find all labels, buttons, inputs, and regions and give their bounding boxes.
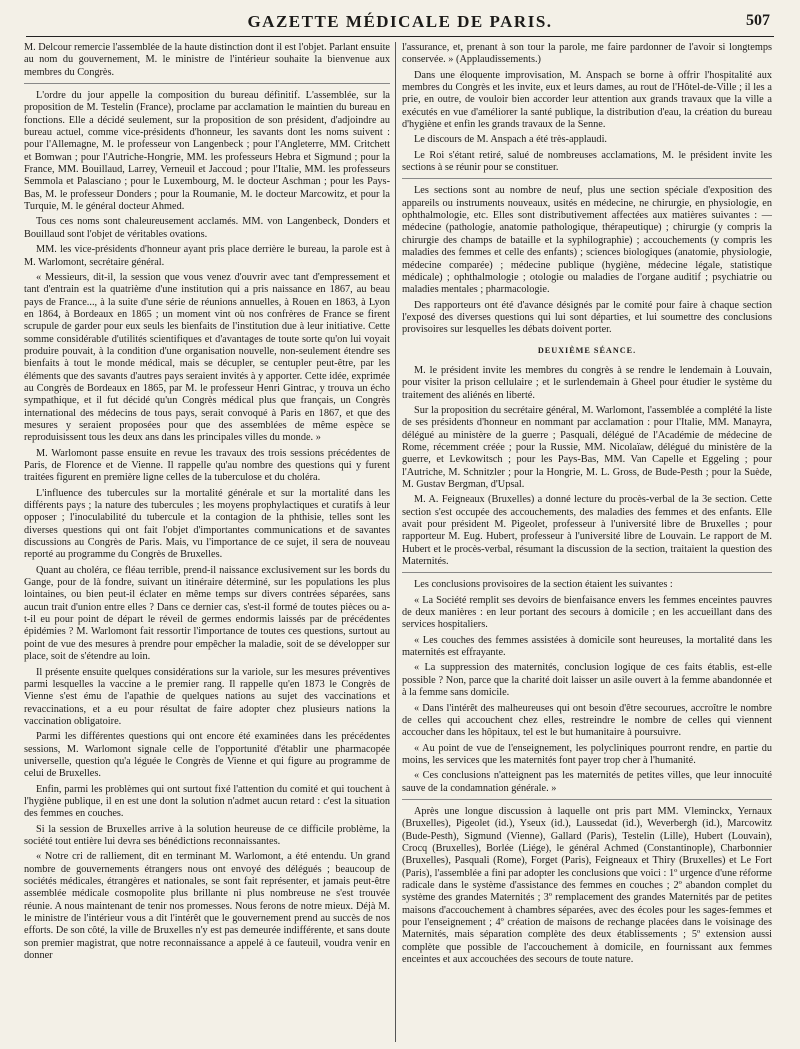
paragraph: Le discours de M. Anspach a été très-applaudi. xyxy=(414,134,608,146)
quote-paragraph: « La Société remplit ses devoirs de bienfaisance envers les femmes enceintes pauvres de deux manières : en leur portant des secours à domicile ; en les accueillant dans des services hospitaliers. xyxy=(402,594,772,631)
paragraph: Parmi les différentes questions qui ont encore été examinées dans les précédentes sessions, M. Warlomont signale celle de l'opportunité d'établir une pharmacopée universelle, question qu'a léguée le Congrès de Vienne et qui figure au programme de celui de Bruxelles. xyxy=(24,731,390,780)
paragraph: Dans une éloquente improvisation, M. Anspach se borne à offrir l'hospitalité aux membres du Congrès et les invite, eux et leurs dames, au rout de l'Hôtel-de-Ville ; il les a prie, en outre, de vouloir bien accorder leur attention aux grands travaux que la ville a exécutés en vue d'améliorer la santé publique, la distribution d'eau, la création du bureau d'hygiène et enfin les grands travaux de la Senne. xyxy=(402,69,772,131)
quote-paragraph: « Les couches des femmes assistées à domicile sont heureuses, la mortalité dans les maternités est effrayante. xyxy=(402,634,772,659)
paragraph: M. Delcour remercie l'assemblée de la haute distinction dont il est l'objet. Parlant ensuite au nom du gouvernement, M. le ministre de l'intérieur souhaite la bienvenue aux membres du Congrès. xyxy=(24,42,390,84)
page-header xyxy=(26,10,774,37)
paragraph: Le Roi s'étant retiré, salué de nombreuses acclamations, M. le président invite les sections à se réunir pour se constituer. xyxy=(402,150,772,180)
paragraph: Les conclusions provisoires de la section étaient les suivantes : xyxy=(414,579,673,591)
paragraph: Après une longue discussion à laquelle ont pris part MM. Vleminckx, Yernaux (Bruxelles), Pigeolet (id.), Yseux (id.), Laussedat (id.), Weverbergh (id.), Marcowitz (Bude-Pesth), Sigmund (Vienne), Gallard (Paris), Testelin (Lille), Hubert (Louvain), Crocq (Bruxelles), Borlée (Liége), le général Achmed (Constantinople), Charbonnier (Bruxelles), Pasquali (Rome), Forget (Paris), Feigneaux et Thiry (Bruxelles) et Le Fort (Paris), l'assemblée a fini par adopter les conclusions que voici : 1º urgence d'une réforme radicale dans le système d'assistance des femmes en couches ; 2º abandon complet du système des grandes Maternités ; 3º remplacement des grandes Maternités par de petites maisons d'accouchement à chambres séparées, avec des écoles pour les sages-femmes et pour l'enseignement ; 4º création de maisons de rechange placées dans le voisinage des Maternités, mais séparation complète des deux établissements ; 5º extension aussi complète que possible de l'accouchement à domicile, en fournissant aux femmes enceintes et aux accouchées des secours de toute nature. xyxy=(402,805,772,966)
paragraph: M. A. Feigneaux (Bruxelles) a donné lecture du procès-verbal de la 3e section. Cette section s'est occupée des accouchements, des maladies des femmes et des enfants. Elle avait pour président M. Pigeolet, professeur à l'université libre de Bruxelles ; pour rapporteur M. Eug. Hubert, professeur à l'université libre de Louvain. Le rapport de M. Hubert et le procès-verbal, résumant la discussion de la section, traitaient la question des Maternités. xyxy=(402,494,772,573)
quote-paragraph: « Ces conclusions n'atteignent pas les maternités de petites villes, que leur innocuité sauve de la condamnation générale. » xyxy=(402,770,772,800)
paragraph: Des rapporteurs ont été d'avance désignés par le comité pour faire à chaque section l'exposé des diverses questions qui lui sont départies, et lui soumettre des conclusions provisoires sur lesquelles les débats doivent porter. xyxy=(402,299,772,336)
paragraph: Tous ces noms sont chaleureusement acclamés. MM. von Langenbeck, Donders et Bouillaud sont l'objet de véritables ovations. xyxy=(24,216,390,240)
paragraph: L'ordre du jour appelle la composition du bureau définitif. L'assemblée, sur la proposition de M. Testelin (France), proclame par acclamation le maintien du bureau en fonctions. Elle a décidé seulement, sur la proposition de son président, d'adjoindre au bureau actuel, comme vice-présidents d'honneur, les savants dont les noms suivent : pour l'Allemagne, M. le professeur von Langenbeck ; pour l'Angleterre, MM. Critchett et Bomwan ; pour l'Autriche-Hongrie, MM. les professeurs Hebra et Sigmund ; pour la France, MM. Bouillaud, Larrey, Verneuil et Jaccoud ; pour l'Italie, MM. les professeurs Semmola et Palasciano ; pour le Luxembourg, M. le docteur Aschman ; pour les Pays-Bas, M. le professeur Donders ; pour la Roumanie, M. le docteur Marcowitz, et pour la Turquie, M. le général docteur Ahmed. xyxy=(24,90,390,213)
running-title: GAZETTE MÉDICALE DE PARIS. xyxy=(247,12,553,31)
quote-paragraph: « Dans l'intérêt des malheureuses qui ont besoin d'être secourues, accroître le nombre de celles qui accouchent chez elles, restreindre le nombre de celles qui viennent accoucher dans les hôpitaux, tel est le but humanitaire à poursuivre. xyxy=(402,702,772,739)
paragraph: M. Warlomont passe ensuite en revue les travaux des trois sessions précédentes de Paris, de Florence et de Vienne. Il rappelle qu'au nombre des questions qui y furent traitées figurent en première ligne celles de la tuberculose et du choléra. xyxy=(24,447,390,484)
paragraph: M. le président invite les membres du congrès à se rendre le lendemain à Louvain, pour visiter la prison cellulaire ; et le surlendemain à Gheel pour étudier le système du traitement des aliénés en liberté. xyxy=(402,364,772,401)
paragraph: Si la session de Bruxelles arrive à la solution heureuse de ce difficile problème, la société tout entière lui devra ses bénédictions reconnaissantes. xyxy=(24,823,390,847)
paragraph: Les sections sont au nombre de neuf, plus une section spéciale d'exposition des appareils ou instruments nouveaux, usités en médecine, ne chirurgie, en physiologie, en ophthalmologie, etc. Elles sont distributivement affectées aux matières suivantes : — médecine (pathologie, anatomie pathologique, thérapeutique) ; chirurgie (y compris la chirurgie des champs de bataille et la syphilographie) ; accouchements (y compris les maladies des femmes et celle des enfants) ; sciences biologiques (anatomie, physiologie, médecine comparée) ; médecine publique (hygiène, médecine légale, statistique médicale) ; ophthalmologie ; otologie ou maladies de l'organe auditif ; psychiatrie ou maladies mentales ; pharmacologie. xyxy=(402,185,772,296)
section-heading: DEUXIÈME SÉANCE. xyxy=(537,345,637,355)
paragraph: Quant au choléra, ce fléau terrible, prend-il naissance exclusivement sur les bords du Gange, pour de là fondre, suivant un itinéraire déterminé, sur les populations les plus lointaines, ou bien peut-il éclater en même temps sur divers contrées séparées, sans aucun trait d'union entre elles ? Dans ce dernier cas, s'est-il formé de toutes pièces ou a-t-il eu pour point de départ le réveil de germes endormis laissés par de précédentes épidémies ? M. Warlomont fait ressortir l'importance de toutes ces questions, surtout au point de vue des mesures à prendre pour empêcher la maladie, soit de se développer sur place, soit de s'étendre au loin. xyxy=(24,564,390,663)
quote-paragraph: « La suppression des maternités, conclusion logique de ces faits établis, est-elle possible ? Non, parce que la charité doit laisser un asile ouvert à la femme abandonnée et à la femme sans domicile. xyxy=(402,662,772,699)
paragraph: Enfin, parmi les problèmes qui ont surtout fixé l'attention du comité et qui touchent à l'hygiène publique, il en est une dont la solution n'admet aucun retard : c'est la situation des femmes en couches. xyxy=(24,783,390,820)
paragraph: « Messieurs, dit-il, la session que vous venez d'ouvrir avec tant d'empressement et tant d'entrain est la quatrième d'une institution qui a pris naissance en 1867, au beau pays de France..., à la suite d'une série de réunions annuelles, à Rouen en 1863, à Lyon en 1864, à Bordeaux en 1865 ; un moment vint où nos confrères de France se firent scrupule de garder pour eux seuls les bienfaits de l'institution due à leur initiative. Cette somme considérable d'utilités scientifiques et d'avantages de toute sorte qu'on lui voyait produire pouvait, à la condition d'une organisation nouvelle, non-seulement étendre ses bienfaits à tout le monde médical, mais se décupler, se centupler peut-être, par les éléments que des savants d'autres pays seraient invités à y apporter. Cette idée, exprimée au Congrès de Bordeaux en 1865, par M. le professeur Henri Gintrac, y trouva un écho sympathique, et il fut décidé qu'un Congrès médical plus que français, un Congrès international des médecins de tous pays, serait convoqué à Paris en 1867, et que des mesures y seraient proposées pour que des assemblées de même espèce se reproduisissent tous les deux ans dans les principales villes du monde. » xyxy=(24,271,390,444)
paragraph: Sur la proposition du secrétaire général, M. Warlomont, l'assemblée a complété la liste de ses présidents d'honneur en nommant par acclamation : pour l'Italie, MM. Manayra, délégué au ministère de la guerre ; Pasquali, délégué de l'Académie de médecine de Rome, récemment créée ; pour la Russie, MM. Nicolaïaw, délégué du ministère de la guerre, et Levkowitsch ; pour les Pays-Bas, MM. Van Capelle et Eggeling ; pour l'Autriche, M. Schnitzler ; pour la Hongrie, M. L. Gross, de Bude-Pesth ; pour la Suède, M. Gustav Bergman, d'Upsal. xyxy=(402,404,772,490)
paragraph: l'assurance, et, prenant à son tour la parole, me faire pardonner de l'avoir si longtemps conservée. » (Applaudissements.) xyxy=(402,42,772,66)
column-divider xyxy=(395,42,396,1042)
left-column xyxy=(24,42,390,1042)
paragraph: L'influence des tubercules sur la mortalité générale et sur la mortalité dans les différents pays ; la nature des tubercules ; les moyens prophylactiques et curatifs à leur opposer ; l'inoculabilité du tubercule et la contagion de la phthisie, telles sont les diverses questions qui ont fait l'objet d'importantes communications et de savantes discussions au Congrès de Paris. Mais, vu l'importance de ce sujet, il sera de nouveau reporté au programme du Congrès de Bruxelles. xyxy=(24,487,390,561)
page-number: 507 xyxy=(746,12,770,29)
right-column xyxy=(402,42,772,1042)
paragraph: Il présente ensuite quelques considérations sur la variole, sur les mesures préventives parmi lesquelles la vaccine a le premier rang. Il rappelle qu'en 1873 le Congrès de Vienne s'est ému de l'apathie de quelques nations au sujet des vaccinations et revaccinations, et a eu pour résultat de faire adopter chez plusieurs nations la vaccination obligatoire. xyxy=(24,666,390,727)
quote-paragraph: « Au point de vue de l'enseignement, les polycliniques pourront rendre, en partie du moins, les services que les maternités font payer trop cher à l'humanité. xyxy=(402,742,772,766)
paragraph: MM. les vice-présidents d'honneur ayant pris place derrière le bureau, la parole est à M. Warlomont, secrétaire général. xyxy=(24,244,390,268)
paragraph: « Notre cri de ralliement, dit en terminant M. Warlomont, a été entendu. Un grand nombre de gouvernements étrangers nous ont envoyé des délégués ; beaucoup de sociétés médicales, étrangères et nationales, se sont fait représenter, et jamais peut-être assemblée médicale cosmopolite plus brillante ni plus nombreuse ne s'est trouvée réunie. A nous maintenant de tenir nos promesses. Nous ferons de notre mieux. Déjà M. le ministre de l'intérieur vous a dit l'intérêt que le gouvernement prend au succès de nos efforts. De son côté, la ville de Bruxelles n'y est pas demeurée indifférente, et sans doute son premier magistrat, que notre reconnaissance a appelé à ce fauteuil, voudra venir en donner xyxy=(24,851,390,962)
